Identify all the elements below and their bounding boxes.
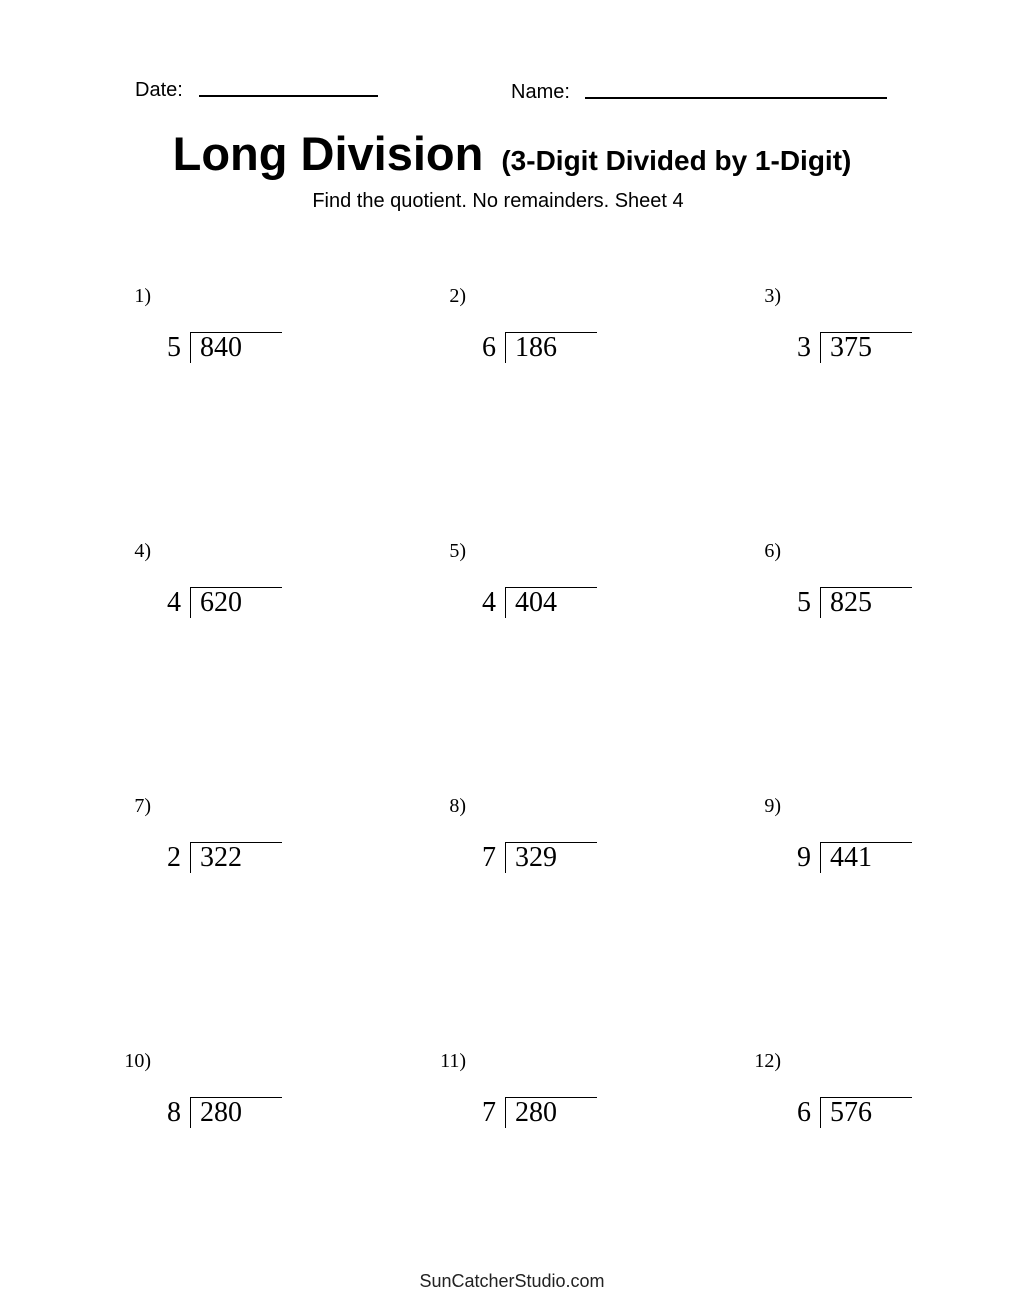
problem-number: 8) [449, 795, 466, 817]
problem-number: 10) [124, 1050, 151, 1072]
problem-11 [428, 1051, 728, 1171]
problem-2 [428, 286, 728, 406]
divisor: 6 [482, 332, 496, 363]
instructions: Find the quotient. No remainders. Sheet 4 [312, 190, 684, 212]
problem-number: 9) [764, 795, 781, 817]
dividend: 620 [200, 587, 242, 618]
dividend: 280 [200, 1097, 242, 1128]
problem-1 [113, 286, 413, 406]
dividend: 404 [515, 587, 557, 618]
divisor: 9 [797, 842, 811, 873]
problem-10 [113, 1051, 413, 1171]
page-title [0, 126, 1024, 181]
divisor: 2 [167, 842, 181, 873]
divisor: 4 [482, 587, 496, 618]
problem-9 [743, 796, 1024, 916]
problem-3 [743, 286, 1024, 406]
problem-4 [113, 541, 413, 661]
dividend: 329 [515, 842, 557, 873]
name-field[interactable] [585, 97, 887, 99]
main-title: Long Division [172, 127, 484, 180]
divisor: 6 [797, 1097, 811, 1128]
divisor: 3 [797, 332, 811, 363]
problem-number: 3) [764, 285, 781, 307]
problem-number: 7) [134, 795, 151, 817]
sub-title: (3-Digit Divided by 1-Digit) [501, 145, 852, 176]
divisor: 5 [797, 587, 811, 618]
problem-number: 5) [449, 540, 466, 562]
problem-8 [428, 796, 728, 916]
problem-number: 1) [134, 285, 151, 307]
problem-number: 4) [134, 540, 151, 562]
footer-credit: SunCatcherStudio.com [419, 1271, 605, 1291]
date-label: Date: [135, 79, 183, 101]
dividend: 825 [830, 587, 872, 618]
problem-7 [113, 796, 413, 916]
dividend: 576 [830, 1097, 872, 1128]
divisor: 5 [167, 332, 181, 363]
name-label: Name: [511, 81, 570, 103]
dividend: 441 [830, 842, 872, 873]
dividend: 322 [200, 842, 242, 873]
divisor: 8 [167, 1097, 181, 1128]
problem-number: 12) [754, 1050, 781, 1072]
divisor: 7 [482, 1097, 496, 1128]
problem-5 [428, 541, 728, 661]
divisor: 7 [482, 842, 496, 873]
problem-number: 2) [449, 285, 466, 307]
dividend: 186 [515, 332, 557, 363]
dividend: 280 [515, 1097, 557, 1128]
problem-number: 11) [440, 1050, 466, 1072]
dividend: 375 [830, 332, 872, 363]
date-field[interactable] [199, 95, 378, 97]
dividend: 840 [200, 332, 242, 363]
problem-12 [743, 1051, 1024, 1171]
divisor: 4 [167, 587, 181, 618]
problem-number: 6) [764, 540, 781, 562]
problem-6 [743, 541, 1024, 661]
